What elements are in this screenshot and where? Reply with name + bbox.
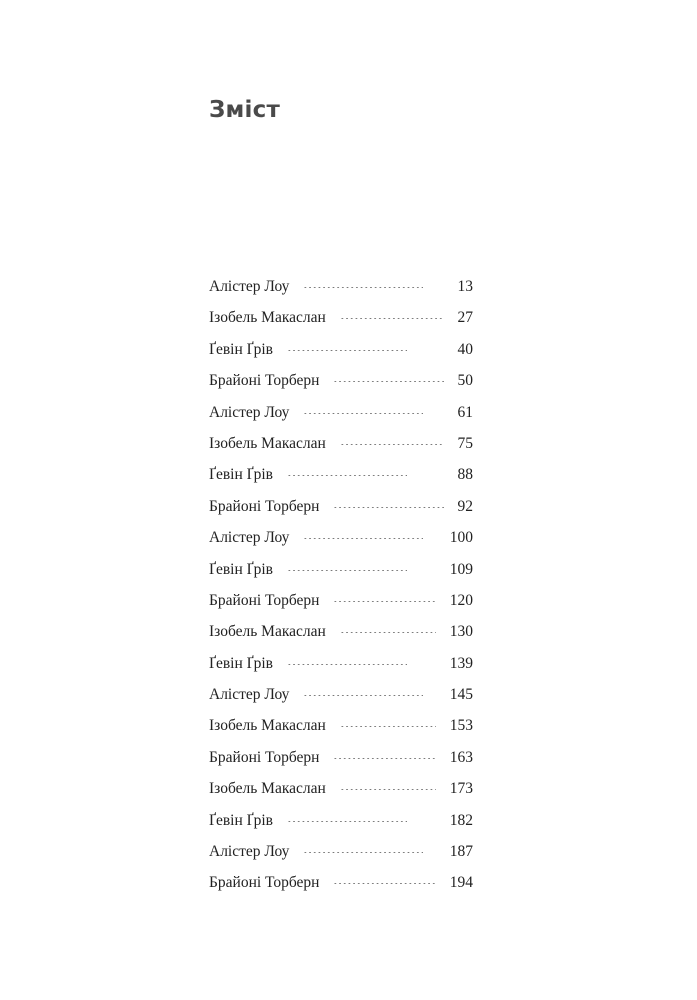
dot-leader — [303, 538, 423, 539]
page-title: Зміст — [209, 97, 280, 124]
toc-entry — [209, 749, 473, 780]
toc-entry-name: Ізобель Макаслан — [209, 717, 326, 735]
toc-entry-page-number: 50 — [457, 372, 473, 390]
toc-entry-page-number: 173 — [449, 780, 473, 798]
dot-leader — [303, 287, 423, 288]
dot-leader — [333, 758, 435, 759]
toc-entry — [209, 341, 473, 372]
toc-entry-name: Алістер Лоу — [209, 529, 290, 547]
toc-entry-name: Алістер Лоу — [209, 403, 290, 421]
toc-entry-name: Брайоні Торберн — [209, 748, 320, 766]
toc-entry-name: Ізобель Макаслан — [209, 309, 326, 327]
toc-entry — [209, 466, 473, 497]
dot-leader — [303, 413, 423, 414]
toc-entry-page-number: 153 — [449, 717, 473, 735]
toc-entry-page-number: 13 — [457, 278, 473, 295]
dot-leader — [340, 444, 444, 445]
toc-entry-page-number: 61 — [457, 403, 473, 421]
toc-entry-page-number: 92 — [457, 497, 473, 515]
toc-entry-page-number: 75 — [457, 434, 473, 452]
toc-entry-name: Брайоні Торберн — [209, 497, 320, 515]
dot-leader — [287, 475, 407, 476]
toc-entry — [209, 498, 473, 529]
dot-leader — [340, 726, 436, 727]
toc-entry — [209, 843, 473, 874]
toc-entry — [209, 404, 473, 435]
toc-entry — [209, 874, 473, 905]
toc-entry — [209, 686, 473, 717]
toc-entry — [209, 623, 473, 654]
toc-entry-page-number: 130 — [449, 623, 473, 641]
dot-leader — [333, 381, 443, 382]
toc-entry — [209, 372, 473, 403]
toc-entry-page-number: 194 — [449, 874, 473, 892]
toc-entry-name: Ізобель Макаслан — [209, 434, 326, 452]
dot-leader — [287, 570, 407, 571]
dot-leader — [303, 852, 423, 853]
toc-entry — [209, 278, 473, 309]
dot-leader — [333, 507, 443, 508]
toc-entry-page-number: 120 — [449, 591, 473, 609]
toc-entry-page-number: 145 — [449, 686, 473, 704]
toc-entry-page-number: 163 — [449, 748, 473, 766]
toc-entry-page-number: 40 — [457, 340, 473, 358]
toc-entry — [209, 529, 473, 560]
toc-entry-page-number: 27 — [457, 309, 473, 327]
toc-entry-name: Алістер Лоу — [209, 686, 290, 704]
table-of-contents — [209, 278, 473, 906]
toc-entry — [209, 655, 473, 686]
toc-entry-name: Ґевін Ґрів — [209, 654, 274, 672]
dot-leader — [287, 821, 407, 822]
toc-entry-name: Ґевін Ґрів — [209, 466, 274, 484]
toc-entry — [209, 592, 473, 623]
toc-entry-name: Ізобель Макаслан — [209, 780, 326, 798]
toc-entry — [209, 309, 473, 340]
toc-entry — [209, 717, 473, 748]
toc-entry-page-number: 139 — [449, 654, 473, 672]
toc-entry-name: Ґевін Ґрів — [209, 340, 274, 358]
toc-entry — [209, 780, 473, 811]
toc-entry-name: Ґевін Ґрів — [209, 811, 274, 829]
toc-entry-page-number: 100 — [449, 529, 473, 547]
toc-entry-name: Брайоні Торберн — [209, 372, 320, 390]
toc-entry-page-number: 182 — [449, 811, 473, 829]
dot-leader — [303, 695, 423, 696]
toc-entry-page-number: 88 — [457, 466, 473, 484]
dot-leader — [333, 601, 435, 602]
toc-entry — [209, 812, 473, 843]
toc-entry-name: Ізобель Макаслан — [209, 623, 326, 641]
dot-leader — [333, 883, 435, 884]
toc-entry — [209, 561, 473, 592]
dot-leader — [340, 789, 436, 790]
dot-leader — [340, 318, 444, 319]
toc-entry-name: Ґевін Ґрів — [209, 560, 274, 578]
toc-entry-name: Алістер Лоу — [209, 278, 290, 295]
toc-entry-name: Алістер Лоу — [209, 843, 290, 861]
dot-leader — [340, 632, 436, 633]
toc-entry-name: Брайоні Торберн — [209, 591, 320, 609]
toc-entry-name: Брайоні Торберн — [209, 874, 320, 892]
toc-entry — [209, 435, 473, 466]
dot-leader — [287, 350, 407, 351]
dot-leader — [287, 664, 407, 665]
toc-entry-page-number: 187 — [449, 843, 473, 861]
toc-entry-page-number: 109 — [449, 560, 473, 578]
